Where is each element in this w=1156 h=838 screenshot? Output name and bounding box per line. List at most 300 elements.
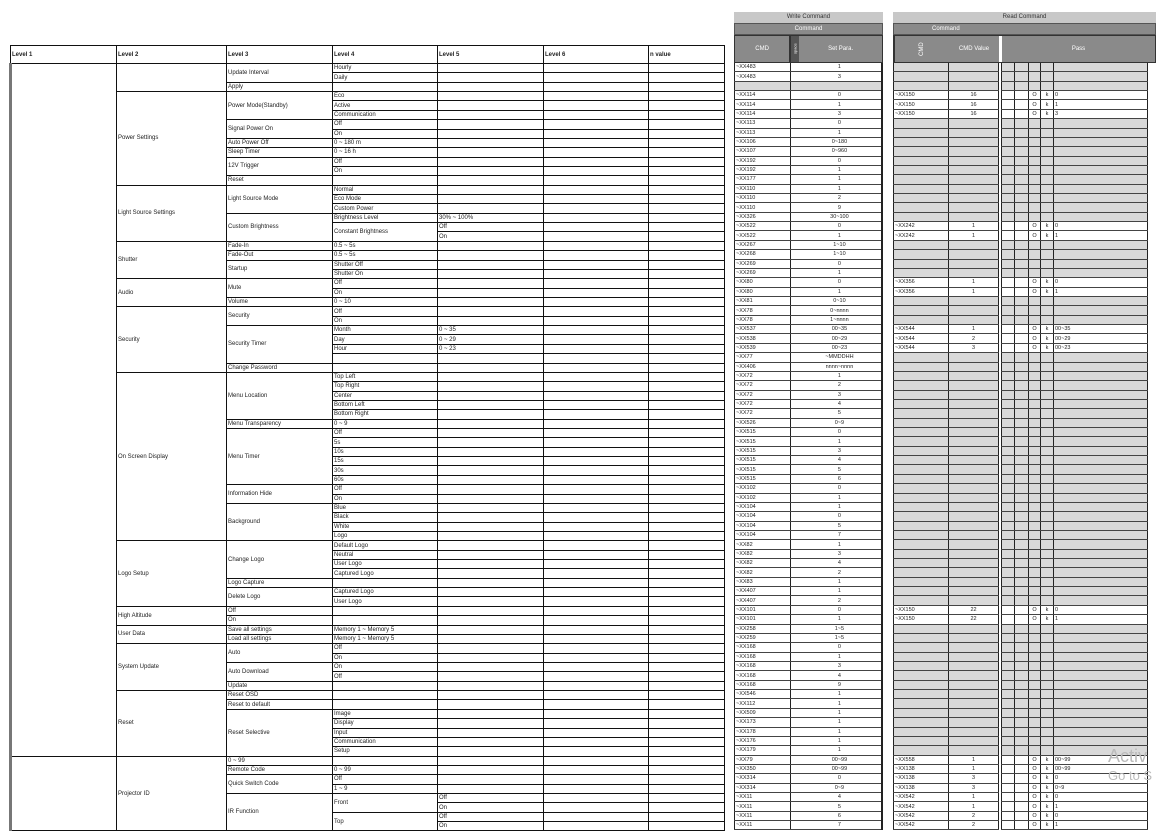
level5-cell	[438, 438, 544, 447]
read-cmd	[894, 502, 949, 511]
level5-cell	[438, 747, 544, 756]
level6-cell	[544, 541, 649, 550]
level6-cell	[544, 784, 649, 793]
level2-cell: Light Source Settings	[117, 185, 227, 241]
level3-cell: Sleep Timer	[227, 148, 333, 157]
level5-cell: On	[438, 232, 544, 241]
write-set-para: 5	[798, 802, 882, 811]
pass-value	[1054, 643, 1148, 652]
n-value-cell	[649, 316, 725, 325]
n-value-cell	[649, 606, 725, 615]
read-command-row	[894, 465, 1148, 474]
level6-cell	[544, 241, 649, 250]
write-cmd: ~XX515	[735, 474, 791, 483]
pass-value	[1054, 736, 1148, 745]
n-value-cell	[649, 691, 725, 700]
level5-cell	[438, 307, 544, 316]
pass-o	[1029, 474, 1041, 483]
write-cmd: ~XX72	[735, 381, 791, 390]
pass-k: k	[1041, 605, 1054, 614]
level6-cell	[544, 700, 649, 709]
write-space	[791, 793, 798, 802]
pass-k: k	[1041, 222, 1054, 231]
read-cmd	[894, 540, 949, 549]
read-cmd-value	[949, 165, 999, 174]
read-command-row	[894, 690, 1148, 699]
level5-cell: Off	[438, 223, 544, 232]
level3-cell: Startup	[227, 260, 333, 279]
read-command-row	[894, 437, 1148, 446]
level6-cell	[544, 569, 649, 578]
level6-cell	[544, 653, 649, 662]
level3-cell: Change Password	[227, 363, 333, 372]
read-command-row	[894, 540, 1148, 549]
level5-cell	[438, 625, 544, 634]
read-cmd-value	[949, 156, 999, 165]
write-space	[791, 718, 798, 727]
write-command-table	[734, 63, 883, 830]
write-space	[791, 390, 798, 399]
write-space	[791, 652, 798, 661]
read-cmd-value	[949, 353, 999, 362]
pass-value	[1054, 147, 1148, 156]
pass-value: 0	[1054, 793, 1148, 802]
pass-o: O	[1029, 91, 1041, 100]
level5-cell	[438, 466, 544, 475]
write-space	[791, 250, 798, 259]
write-cmd: ~XX515	[735, 456, 791, 465]
write-command-row	[735, 240, 883, 249]
read-cmd	[894, 147, 949, 156]
level6-cell	[544, 475, 649, 484]
level4-cell: Top Right	[333, 382, 438, 391]
pass-k	[1041, 708, 1054, 717]
level5-cell	[438, 681, 544, 690]
level3-cell: Load all settings	[227, 634, 333, 643]
level4-cell: Off	[333, 157, 438, 166]
read-cmd	[894, 718, 949, 727]
read-cmd-value	[949, 147, 999, 156]
level4-cell: White	[333, 522, 438, 531]
pass-o	[1029, 456, 1041, 465]
read-command-row	[894, 652, 1148, 661]
level6-cell	[544, 728, 649, 737]
write-space	[791, 306, 798, 315]
write-cmd: ~XX168	[735, 643, 791, 652]
read-cmd-value: 3	[949, 343, 999, 352]
write-set-para: 1	[798, 699, 882, 708]
n-value-cell	[649, 288, 725, 297]
write-cmd: ~XX110	[735, 194, 791, 203]
pass-value: 00~23	[1054, 343, 1148, 352]
n-value-cell	[649, 466, 725, 475]
level1-cell	[11, 64, 117, 757]
pass-o: O	[1029, 755, 1041, 764]
level6-cell	[544, 223, 649, 232]
read-cmd-value: 1	[949, 325, 999, 334]
pass-o	[1029, 746, 1041, 755]
read-command-row	[894, 409, 1148, 418]
write-cmd: ~XX269	[735, 268, 791, 277]
write-space	[791, 671, 798, 680]
pass-k	[1041, 456, 1054, 465]
read-command-row	[894, 91, 1148, 100]
write-set-para: 0	[798, 278, 882, 287]
write-cmd: ~XX515	[735, 437, 791, 446]
pass-o	[1029, 63, 1041, 72]
pass-k	[1041, 746, 1054, 755]
read-cmd-value	[949, 315, 999, 324]
read-command-row	[894, 708, 1148, 717]
write-command-row	[735, 512, 883, 521]
pass-o	[1029, 643, 1041, 652]
pass-value	[1054, 72, 1148, 81]
write-command-row	[735, 165, 883, 174]
level5-cell	[438, 138, 544, 147]
n-value-cell	[649, 223, 725, 232]
level3-cell: Save all settings	[227, 625, 333, 634]
write-set-para	[798, 81, 882, 90]
write-set-para: 2	[798, 596, 882, 605]
read-cmd-value: 2	[949, 811, 999, 820]
read-cmd	[894, 381, 949, 390]
read-command-row	[894, 353, 1148, 362]
pass-k: k	[1041, 109, 1054, 118]
write-set-para: 2	[798, 568, 882, 577]
level5-cell	[438, 756, 544, 765]
level5-cell	[438, 382, 544, 391]
n-value-cell	[649, 728, 725, 737]
write-space	[791, 615, 798, 624]
level4-cell: 1 ~ 9	[333, 784, 438, 793]
n-value-cell	[649, 410, 725, 419]
write-cmd: ~XX546	[735, 690, 791, 699]
read-command-row	[894, 240, 1148, 249]
write-set-para: 1	[798, 63, 882, 72]
write-set-para: 0	[798, 91, 882, 100]
pass-o	[1029, 446, 1041, 455]
read-command-row	[894, 63, 1148, 72]
write-space	[791, 184, 798, 193]
write-set-para: 0	[798, 428, 882, 437]
pass-k: k	[1041, 91, 1054, 100]
write-command-row	[735, 727, 883, 736]
level4-cell: 60s	[333, 475, 438, 484]
read-command-row	[894, 821, 1148, 830]
pass-k	[1041, 624, 1054, 633]
write-space	[791, 212, 798, 221]
write-set-para: 0	[798, 484, 882, 493]
read-cmd-value	[949, 727, 999, 736]
n-value-cell	[649, 129, 725, 138]
menu-row	[11, 92, 725, 101]
write-set-para: 1	[798, 100, 882, 109]
pass-value: 0	[1054, 605, 1148, 614]
read-cmd-value	[949, 72, 999, 81]
write-command-row	[735, 633, 883, 642]
pass-value: 1	[1054, 100, 1148, 109]
n-value-cell	[649, 756, 725, 765]
level6-cell	[544, 382, 649, 391]
level3-cell: Auto	[227, 644, 333, 663]
n-value-cell	[649, 812, 725, 821]
level5-cell	[438, 728, 544, 737]
write-set-para: 7	[798, 821, 882, 830]
n-value-cell	[649, 400, 725, 409]
n-value-cell	[649, 653, 725, 662]
write-set-para: 4	[798, 671, 882, 680]
read-command-row	[894, 128, 1148, 137]
level5-cell	[438, 541, 544, 550]
read-cmd	[894, 530, 949, 539]
level5-cell	[438, 597, 544, 606]
pass-o: O	[1029, 287, 1041, 296]
pass-o	[1029, 184, 1041, 193]
read-command-row	[894, 736, 1148, 745]
write-command-row	[735, 287, 883, 296]
level5-cell	[438, 260, 544, 269]
write-command-row	[735, 428, 883, 437]
read-command-row	[894, 596, 1148, 605]
pass-value	[1054, 540, 1148, 549]
pass-o	[1029, 662, 1041, 671]
write-set-para: 3	[798, 662, 882, 671]
read-cmd-value	[949, 137, 999, 146]
level3-cell: Reset OSD	[227, 691, 333, 700]
write-space	[791, 512, 798, 521]
level5-cell	[438, 765, 544, 774]
read-cmd: ~XX542	[894, 821, 949, 830]
write-space	[791, 287, 798, 296]
write-set-para: 1	[798, 231, 882, 240]
level3-cell: Auto Download	[227, 663, 333, 682]
level2-cell: On Screen Display	[117, 372, 227, 540]
level6-cell	[544, 681, 649, 690]
level4-cell: Off	[333, 307, 438, 316]
pass-o	[1029, 699, 1041, 708]
pass-value	[1054, 175, 1148, 184]
write-set-para: 4	[798, 399, 882, 408]
level5-cell	[438, 400, 544, 409]
level6-cell	[544, 410, 649, 419]
level3-cell: Off	[227, 606, 333, 615]
pass-o: O	[1029, 343, 1041, 352]
write-space	[791, 109, 798, 118]
write-space	[791, 596, 798, 605]
read-cmd	[894, 680, 949, 689]
write-set-para: 0	[798, 512, 882, 521]
read-cmd-value	[949, 577, 999, 586]
pass-k	[1041, 259, 1054, 268]
write-cmd: ~XX81	[735, 296, 791, 305]
write-set-para: 00~29	[798, 334, 882, 343]
read-cmd-value	[949, 587, 999, 596]
read-cmd-value	[949, 428, 999, 437]
read-cmd-value	[949, 699, 999, 708]
write-space	[791, 334, 798, 343]
level4-cell: Constant Brightness	[333, 223, 438, 242]
n-value-cell	[649, 822, 725, 831]
level5-cell	[438, 157, 544, 166]
read-cmd	[894, 399, 949, 408]
level6-cell	[544, 316, 649, 325]
write-set-para: 1~10	[798, 240, 882, 249]
level4-cell: Shutter On	[333, 269, 438, 278]
level6-cell	[544, 709, 649, 718]
write-command-row	[735, 577, 883, 586]
write-space	[791, 559, 798, 568]
level6-cell	[544, 344, 649, 353]
write-cmd: ~XX515	[735, 465, 791, 474]
write-space	[791, 137, 798, 146]
pass-value	[1054, 484, 1148, 493]
level6-cell	[544, 269, 649, 278]
n-value-cell	[649, 709, 725, 718]
n-value-cell	[649, 213, 725, 222]
read-command-row	[894, 250, 1148, 259]
write-space	[791, 587, 798, 596]
read-cmd-value	[949, 119, 999, 128]
level3-cell: 0 ~ 99	[227, 756, 333, 765]
pass-value: 1	[1054, 821, 1148, 830]
pass-o	[1029, 596, 1041, 605]
read-command-row	[894, 577, 1148, 586]
n-value-cell	[649, 166, 725, 175]
n-value-cell	[649, 110, 725, 119]
write-set-para: 0~nnnn	[798, 306, 882, 315]
level2-cell: Audio	[117, 279, 227, 307]
pass-k	[1041, 137, 1054, 146]
n-value-cell	[649, 326, 725, 335]
write-space	[791, 156, 798, 165]
write-cmd: ~XX538	[735, 334, 791, 343]
pass-value: 00~99	[1054, 755, 1148, 764]
pass-o	[1029, 147, 1041, 156]
pass-k: k	[1041, 793, 1054, 802]
write-command-row	[735, 587, 883, 596]
pass-o	[1029, 128, 1041, 137]
level3-cell: Power Mode(Standby)	[227, 92, 333, 120]
read-cmd	[894, 175, 949, 184]
menu-row	[11, 307, 725, 316]
level3-cell: Update Interval	[227, 64, 333, 83]
write-space	[791, 521, 798, 530]
write-command-row	[735, 708, 883, 717]
read-cmd	[894, 184, 949, 193]
level4-cell: 0 ~ 180 m	[333, 138, 438, 147]
write-space	[791, 446, 798, 455]
write-command-row	[735, 175, 883, 184]
write-set-para: 4	[798, 793, 882, 802]
pass-value	[1054, 390, 1148, 399]
read-cmd-value	[949, 175, 999, 184]
write-command-row	[735, 296, 883, 305]
pass-o	[1029, 577, 1041, 586]
write-command-row	[735, 156, 883, 165]
read-cmd: ~XX138	[894, 764, 949, 773]
pass-k: k	[1041, 615, 1054, 624]
level5-cell	[438, 606, 544, 615]
level5-cell: 30% ~ 100%	[438, 213, 544, 222]
n-value-cell	[649, 531, 725, 540]
read-cmd	[894, 371, 949, 380]
pass-o	[1029, 306, 1041, 315]
level5-cell	[438, 475, 544, 484]
write-space	[791, 325, 798, 334]
write-set-para: 7	[798, 530, 882, 539]
read-cmd: ~XX544	[894, 334, 949, 343]
level4-cell: Normal	[333, 185, 438, 194]
pass-o	[1029, 708, 1041, 717]
n-value-cell	[649, 204, 725, 213]
write-cmd: ~XX515	[735, 428, 791, 437]
read-cmd: ~XX150	[894, 91, 949, 100]
read-command-row	[894, 512, 1148, 521]
read-cmd	[894, 587, 949, 596]
n-value-cell	[649, 634, 725, 643]
pass-value	[1054, 493, 1148, 502]
write-cmd: ~XX72	[735, 409, 791, 418]
level4-cell: On	[333, 288, 438, 297]
write-space	[791, 315, 798, 324]
read-cmd	[894, 428, 949, 437]
read-cmd-value	[949, 371, 999, 380]
read-cmd-value	[949, 624, 999, 633]
write-space	[791, 662, 798, 671]
n-value-cell	[649, 419, 725, 428]
n-value-cell	[649, 794, 725, 803]
pass-k	[1041, 727, 1054, 736]
write-space	[791, 680, 798, 689]
pass-k	[1041, 521, 1054, 530]
read-cmd-value	[949, 437, 999, 446]
pass-k	[1041, 390, 1054, 399]
level5-cell: Off	[438, 812, 544, 821]
level5-cell	[438, 672, 544, 681]
read-cmd	[894, 81, 949, 90]
write-command-row	[735, 268, 883, 277]
pass-value: 1	[1054, 231, 1148, 240]
read-command-row	[894, 418, 1148, 427]
level3-cell: Fade-Out	[227, 251, 333, 260]
write-command-row	[735, 605, 883, 614]
read-command-row	[894, 343, 1148, 352]
level4-cell: 0 ~ 9	[333, 419, 438, 428]
read-cmd	[894, 474, 949, 483]
read-cmd-value	[949, 718, 999, 727]
pass-value: 0	[1054, 222, 1148, 231]
write-cmd: ~XX113	[735, 119, 791, 128]
write-set-para: 3	[798, 109, 882, 118]
level3-cell: Security	[227, 307, 333, 326]
n-value-cell	[649, 550, 725, 559]
level3-cell: Apply	[227, 82, 333, 91]
level4-cell: Blue	[333, 503, 438, 512]
pass-o: O	[1029, 793, 1041, 802]
pass-k	[1041, 203, 1054, 212]
level4-cell	[333, 176, 438, 185]
level6-cell	[544, 307, 649, 316]
write-command-row	[735, 222, 883, 231]
read-cmd	[894, 409, 949, 418]
read-command-row	[894, 287, 1148, 296]
write-cmd: ~XX113	[735, 128, 791, 137]
level3-cell: Update	[227, 681, 333, 690]
activation-watermark: Activ Go to S	[1108, 746, 1153, 783]
read-cmd-value	[949, 484, 999, 493]
write-set-para: 1	[798, 165, 882, 174]
pass-k	[1041, 128, 1054, 137]
